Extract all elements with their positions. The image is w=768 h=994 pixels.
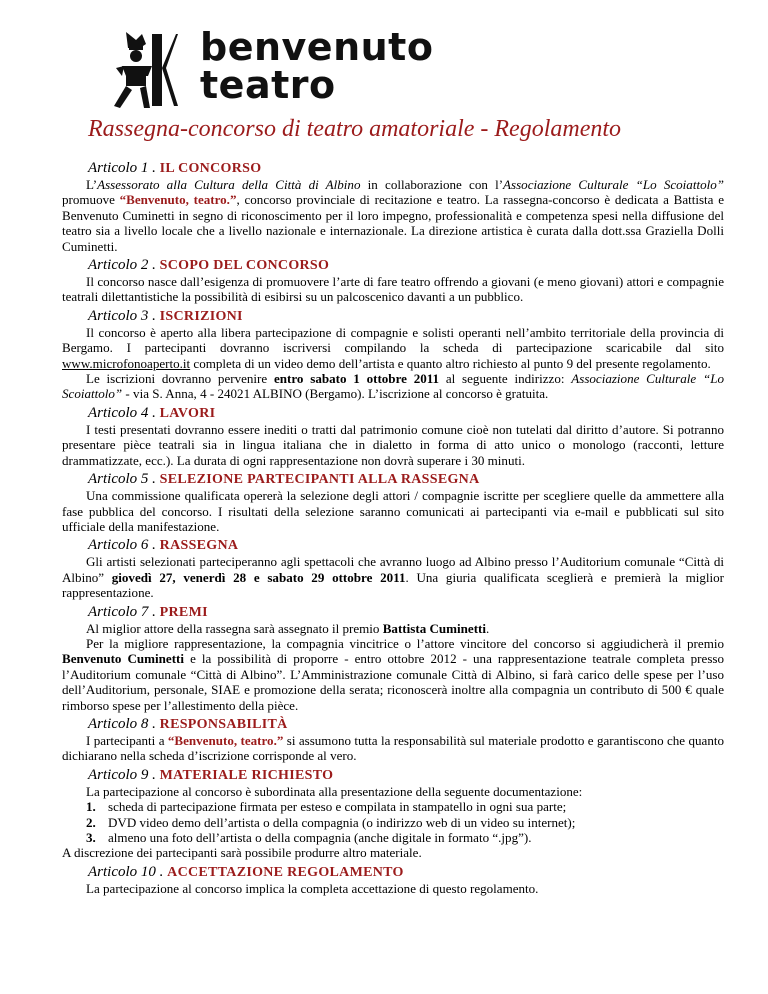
article-paragraph xyxy=(62,784,724,799)
text-run: Associazione Culturale “Lo Scoiattolo” xyxy=(503,177,724,192)
text-run: Il concorso nasce dall’esigenza di promuovere l’arte di fare teatro offrendo a giovani (e meno giovani) attori e compagnie teatrali dilettantistiche la possibilità di esibirsi su un palcoscenico davanti a un pubblico. xyxy=(62,274,724,305)
article-heading xyxy=(88,160,724,177)
article-title: IL CONCORSO xyxy=(159,161,262,176)
article-title: SCOPO DEL CONCORSO xyxy=(159,258,330,274)
list-number: 2. xyxy=(86,814,96,830)
article-title: ISCRIZIONI xyxy=(159,308,243,324)
list-item xyxy=(62,799,724,814)
article-number: Articolo 10 . xyxy=(88,863,168,880)
text-run: “Benvenuto, teatro.” xyxy=(167,732,284,748)
article-heading xyxy=(88,537,724,554)
text-run: - via S. Anna, 4 - 24021 ALBINO (Bergamo). L’iscrizione al concorso è gratuita. xyxy=(122,386,549,402)
article-10 xyxy=(62,864,724,896)
text-run: . Una giuria qualificata sceglierà e premierà la miglior rappresentazione. xyxy=(62,569,725,601)
article-paragraph xyxy=(62,881,724,896)
text-run: Gli artisti selezionati parteciperanno agli spettacoli che avranno luogo ad Albino presso l’Auditorium comunale “Città di Albino” xyxy=(62,554,724,585)
text-run: Le iscrizioni dovranno pervenire xyxy=(86,371,274,387)
text-run: “Benvenuto, teatro.” xyxy=(119,192,237,208)
text-run: La partecipazione al concorso è subordinata alla presentazione della seguente documentazione: xyxy=(86,783,583,799)
article-heading xyxy=(88,257,724,274)
text-run: completa di un video demo dell’artista e quanto altro richiesto al punto 9 del presente regolamento. xyxy=(190,355,711,371)
article-paragraph xyxy=(62,371,724,402)
article-number: Articolo 8 . xyxy=(88,715,160,732)
article-paragraph xyxy=(62,621,724,636)
logo xyxy=(96,25,434,110)
jester-figure-icon xyxy=(96,30,178,110)
text-run: in collaborazione con l’ xyxy=(360,177,504,192)
text-run: Benvenuto Cuminetti xyxy=(62,651,185,667)
article-4 xyxy=(62,405,724,468)
text-run: entro sabato 1 ottobre 2011 xyxy=(273,371,440,387)
article-number: Articolo 7 . xyxy=(88,603,160,620)
text-run: Assessorato alla Cultura della Città di Albino xyxy=(97,177,361,192)
text-run: promuove xyxy=(62,192,120,208)
article-title: MATERIALE RICHIESTO xyxy=(159,767,334,783)
text-run: I testi presentati dovranno essere inediti o tratti dal patrimonio comune cioè non tutelati dal diritto d’autore. Si potranno presentare pièce teatrali sia in lingua italiana che in dialetto in forma di atto unico o monologo (racconti, letture drammatizzate, ecc.). La durata di ogni rappresentazione non dovrà superare i 30 minuti. xyxy=(62,421,724,468)
text-run: Associazione Culturale “Lo Scoiattolo” xyxy=(62,371,725,402)
list-text: almeno una foto dell’artista o della compagnia (anche digitale in formato “.jpg”). xyxy=(108,830,532,845)
article-9 xyxy=(62,767,724,861)
article-heading xyxy=(88,405,724,422)
logo-wordmark xyxy=(200,25,434,107)
article-title: PREMI xyxy=(159,604,208,620)
article-6 xyxy=(62,537,724,600)
article-paragraph xyxy=(62,274,724,305)
article-number: Articolo 3 . xyxy=(88,307,160,324)
article-title: ACCETTAZIONE REGOLAMENTO xyxy=(167,864,404,880)
article-paragraph xyxy=(62,554,724,600)
article-heading xyxy=(88,471,724,488)
list-item xyxy=(62,830,724,845)
article-heading xyxy=(88,308,724,325)
article-title: RESPONSABILITÀ xyxy=(159,716,288,732)
list-text: scheda di partecipazione firmata per esteso e compilata in stampatello in ogni sua parte; xyxy=(108,799,567,815)
logo-line-2: teatro xyxy=(200,63,336,107)
text-run: I partecipanti a xyxy=(86,732,168,748)
article-3 xyxy=(62,308,724,402)
text-run: e la possibilità di proporre - entro ottobre 2012 - una rappresentazione teatrale completa presso l’Auditorium comunale “Città di Albino”. L’Amministrazione comunale Città di Albino, si farà carico delle spese per l’uso dell’Auditorium, personale, SIAE e promozione della serata; riconoscerà inoltre alla compagnia un contributo di 500 € quale rimborso spese per l’allestimento della pièce. xyxy=(62,651,724,713)
article-paragraph xyxy=(62,488,724,534)
article-7 xyxy=(62,604,724,713)
article-heading xyxy=(88,716,724,733)
article-paragraph xyxy=(62,325,724,371)
article-number: Articolo 1 . xyxy=(88,160,160,176)
list-number: 3. xyxy=(86,830,96,845)
article-number: Articolo 5 . xyxy=(88,471,160,488)
article-paragraph xyxy=(62,845,724,860)
regulation-body xyxy=(62,160,724,899)
text-run: giovedì 27, venerdì 28 e sabato 29 ottobre 2011 xyxy=(111,569,406,585)
list-number: 1. xyxy=(86,799,96,815)
article-5 xyxy=(62,471,724,534)
text-run: Battista Cuminetti xyxy=(382,620,487,636)
article-2 xyxy=(62,257,724,305)
list-text: DVD video demo dell’artista o della compagnia (o indirizzo web di un video su internet); xyxy=(108,814,576,830)
article-paragraph xyxy=(62,733,724,764)
article-number: Articolo 2 . xyxy=(88,257,160,274)
text-run: . xyxy=(486,620,490,636)
article-title: RASSEGNA xyxy=(159,538,239,554)
article-title: LAVORI xyxy=(159,405,216,421)
text-run: La partecipazione al concorso implica la completa accettazione di questo regolamento. xyxy=(86,880,539,896)
article-1 xyxy=(62,160,724,254)
text-run: Il concorso è aperto alla libera partecipazione di compagnie e solisti operanti nell’ambito territoriale della provincia di Bergamo. I partecipanti dovranno iscriversi compilando la scheda di partecipazione scaricabile dal sito xyxy=(62,324,724,356)
text-run: Al miglior attore della rassegna sarà assegnato il premio xyxy=(86,620,383,636)
article-number: Articolo 6 . xyxy=(88,537,160,554)
text-run: Una commissione qualificata opererà la selezione degli attori / compagnie iscritte per scegliere quelle da ammettere alla fase pubblica del concorso. I risultati della selezione saranno comunicati ai partecipanti via e-mail e pubblicati sul sito ufficiale della manifestazione. xyxy=(62,488,724,534)
article-paragraph xyxy=(62,422,724,468)
list-item xyxy=(62,815,724,830)
article-title: SELEZIONE PARTECIPANTI ALLA RASSEGNA xyxy=(159,472,480,488)
text-run: al seguente indirizzo: xyxy=(439,371,572,387)
article-paragraph xyxy=(62,636,724,713)
article-heading xyxy=(88,604,724,621)
text-run: L’ xyxy=(86,177,98,192)
article-number: Articolo 4 . xyxy=(88,404,160,421)
logo-line-1: benvenuto xyxy=(200,25,434,69)
website-link[interactable]: www.microfonoaperto.it xyxy=(62,355,191,371)
text-run: Per la migliore rappresentazione, la compagnia vincitrice o l’attore vincitore del concorso si aggiudicherà il premio xyxy=(86,635,724,651)
article-paragraph xyxy=(62,177,724,254)
article-8 xyxy=(62,716,724,764)
document-title: Rassegna-concorso di teatro amatoriale - Regolamento xyxy=(88,116,622,142)
article-heading xyxy=(88,767,724,784)
article-number: Articolo 9 . xyxy=(88,766,160,783)
article-heading xyxy=(88,864,724,881)
text-run: si assumono tutta la responsabilità sul materiale prodotto e garantiscono che quanto dichiarano nella scheda d’iscrizione corrisponde al vero. xyxy=(62,732,724,764)
text-run: A discrezione dei partecipanti sarà possibile produrre altro materiale. xyxy=(62,845,422,861)
text-run: , concorso provinciale di recitazione e teatro. La rassegna-concorso è dedicata a Battista e Benvenuto Cuminetti in segno di riconoscimento per il loro impegno, professionalità e competenza spesi nella diffusione del teatro sia a livello locale che a livello nazionale e internazionale. La direzione artistica è curata dalla dott.ssa Graziella Dolli Cuminetti. xyxy=(62,192,725,254)
